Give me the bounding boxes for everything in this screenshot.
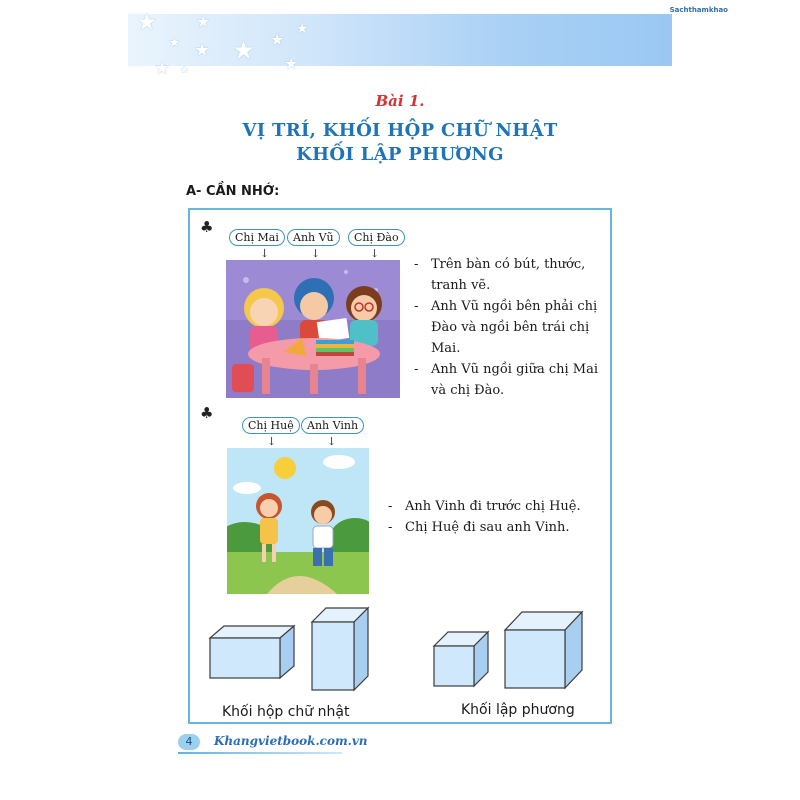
- page-number: 4: [178, 734, 200, 750]
- label-anh-vu: Anh Vũ: [287, 229, 340, 246]
- arrow-down-icon: ↓: [311, 247, 321, 260]
- star-icon: ★: [154, 58, 171, 79]
- lesson-label: Bài 1.: [375, 92, 425, 110]
- star-icon: ★: [194, 40, 211, 61]
- label-chi-mai: Chị Mai: [229, 229, 285, 246]
- label-anh-vinh: Anh Vinh: [301, 417, 364, 434]
- illustration-children-at-table: [226, 260, 400, 398]
- rectangular-box-right: [312, 608, 368, 690]
- club-icon: ♣: [200, 404, 214, 422]
- note-item: - Anh Vũ ngồi giữa chị Mai và chị Đào.: [414, 359, 600, 401]
- website-link[interactable]: Khangvietbook.com.vn: [214, 734, 368, 748]
- illustration-children-walking: [227, 448, 369, 594]
- block2-notes: [388, 496, 598, 538]
- star-icon: ★: [284, 54, 299, 73]
- arrow-down-icon: ↓: [370, 247, 380, 260]
- caption-rectangular-box: Khối hộp chữ nhật: [222, 704, 350, 720]
- cube-large: [505, 612, 582, 688]
- label-chi-dao: Chị Đào: [348, 229, 405, 246]
- rectangular-box-left: [210, 626, 294, 678]
- star-icon: ★: [270, 30, 285, 49]
- block1-notes: [414, 254, 600, 401]
- cube-small: [434, 632, 488, 686]
- star-icon: ★: [168, 35, 181, 51]
- star-icon: ★: [232, 36, 256, 66]
- section-heading: A- CẦN NHỚ:: [186, 184, 280, 199]
- brand-logo: Sachthamkhao: [669, 6, 728, 14]
- solid-shapes: [200, 600, 600, 700]
- caption-cube: Khối lập phương: [461, 702, 575, 718]
- star-icon: ★: [136, 8, 158, 36]
- note-item: - Trên bàn có bút, thước, tranh vẽ.: [414, 254, 600, 296]
- arrow-down-icon: ↓: [327, 435, 337, 448]
- star-icon: ★: [296, 21, 309, 37]
- arrow-down-icon: ↓: [267, 435, 277, 448]
- lesson-title-line1: VỊ TRÍ, KHỐI HỘP CHỮ NHẬT: [242, 120, 558, 141]
- note-item: - Chị Huệ đi sau anh Vinh.: [388, 517, 598, 538]
- lesson-title-line2: KHỐI LẬP PHƯƠNG: [296, 144, 504, 165]
- note-item: - Anh Vũ ngồi bên phải chị Đào và ngồi bên trái chị Mai.: [414, 296, 600, 359]
- arrow-down-icon: ↓: [260, 247, 270, 260]
- star-icon: ★: [180, 65, 189, 76]
- note-item: - Anh Vinh đi trước chị Huệ.: [388, 496, 598, 517]
- label-chi-hue: Chị Huệ: [242, 417, 300, 434]
- star-icon: ★: [196, 12, 211, 31]
- club-icon: ♣: [200, 218, 214, 236]
- footer-divider: [178, 752, 342, 754]
